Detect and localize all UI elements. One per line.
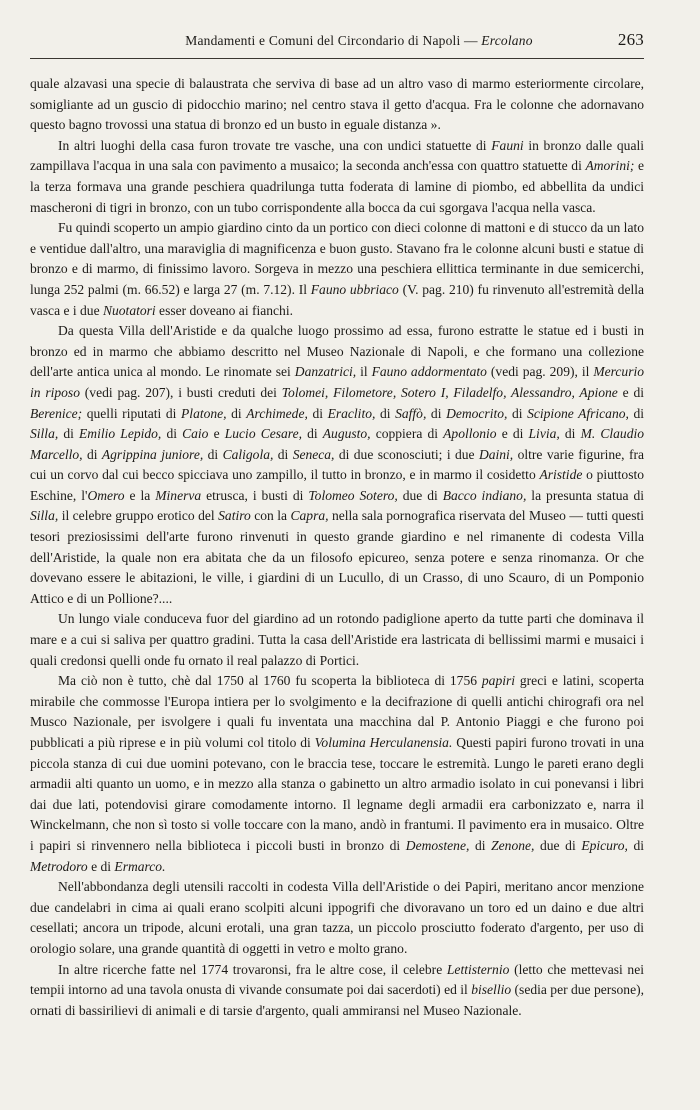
- text-run: (letto che mettevasi nei tempii intorno ad una tavola onusta di vivande consumate poi dai sacerdoti) ed il: [30, 961, 644, 998]
- italic-text: Silla,: [30, 426, 59, 442]
- text-run: esser doveano ai fianchi.: [155, 302, 293, 318]
- paragraph: [30, 321, 644, 609]
- italic-text: Tolomei, Filometore, Sotero I, Filadelfo, Alessandro, Apione: [281, 384, 618, 400]
- italic-text: Apollonio: [443, 426, 497, 442]
- text-run: Da questa Villa dell'Aristide e da qualche luogo prossimo ad essa, furono estratte le statue ed i busti in bronzo ed in marmo che abbiamo descritto nel Museo Nazionale di Napoli, e che formano una collezione dell'arte antica unica al mondo. Le rinomate sei: [30, 323, 644, 380]
- text-run: o piuttosto Eschine, l': [30, 467, 645, 503]
- text-run: di: [58, 426, 80, 442]
- text-run: due di: [397, 487, 443, 503]
- italic-text: Minerva: [155, 487, 202, 503]
- italic-text: Eraclito,: [327, 405, 376, 421]
- text-run: quale alzavasi una specie di balaustrata che serviva di base ad un altro vaso di marmo esteriormente circolare, somigliante ad un guscio di pidocchio marino; nel centro stava il getto d'acqua. Fra le colonne che adornavano questo bagno trovossi una statua di bronzo ed un busto in eguale distanza ».: [30, 76, 644, 133]
- text-run: greci e latini, scoperta mirabile che commosse l'Europa intiera per lo svolgimento e la decifrazione di quelli antichi chirografi ora nel Musco Nazionale, per isvolgere i quali fu inventata una macchina dal P. Antonio Piaggi e che furono poi pubblicati a più riprese e in più volumi col titolo di: [30, 673, 645, 750]
- text-run: e di: [617, 384, 644, 400]
- text-run: di: [203, 446, 223, 462]
- italic-text: Bacco indiano,: [442, 487, 527, 503]
- text-run: di: [226, 405, 247, 421]
- italic-text: Zenone,: [491, 837, 535, 853]
- text-run: di: [559, 426, 581, 442]
- text-run: di: [426, 405, 447, 421]
- italic-text: Nuotatori: [102, 302, 156, 318]
- italic-text: Fauni: [491, 137, 524, 153]
- text-run: quelli riputati di: [82, 405, 182, 421]
- text-run: (sedia per due persone), ornati di bassirilievi di animali e di tarsie d'argento, quali ammiransi nel Museo Nazionale.: [30, 982, 644, 1018]
- text-run: di: [507, 405, 528, 421]
- paragraph: [30, 960, 644, 1022]
- text-run: di: [628, 405, 645, 421]
- text-run: di: [161, 426, 183, 442]
- paragraph: [30, 218, 644, 321]
- text-run: il: [356, 364, 372, 380]
- italic-text: Volumina Herculanensia.: [314, 735, 453, 750]
- text-run: di: [307, 405, 328, 421]
- paragraph: [30, 609, 644, 671]
- paragraph: [30, 671, 644, 877]
- text-run: (vedi pag. 209), il: [486, 364, 594, 380]
- text-run: Questi papiri furono trovati in una piccola stanza di cui due uomini potevano, con le braccia tese, toccare le estremità. Lungo le pareti erano degli armadii alti quanto un uomo, e in mezzo alla stanza o gabinetto un altro armadio isolato in cui ponevansi i libri dai due lati, potendovisi girare comodamente intorno. Il legname degli armadii era carbonizzato e, narra il Winckelmann, che non sì tosto si volle toccare con la mano, andò in frantumi. Il pavimento era in musaico. Oltre i papiri si rinvennero nella biblioteca i piccoli busti in bronzo di: [30, 735, 644, 853]
- italic-text: Ermarco.: [114, 858, 166, 874]
- italic-text: Lettisternio: [446, 961, 510, 977]
- italic-text: Lucio Cesare,: [224, 426, 302, 442]
- running-title-text: Mandamenti e Comuni del Circondario di Napoli —: [185, 33, 482, 48]
- text-run: di: [301, 426, 323, 442]
- text-run: (V. pag. 210) fu rinvenuto all'estremità della vasca e i due: [30, 281, 645, 318]
- italic-text: Augusto,: [322, 426, 371, 442]
- text-run: coppiera di: [370, 426, 444, 442]
- body-text: [30, 74, 644, 1021]
- italic-text: Tolomeo Sotero,: [308, 487, 398, 503]
- italic-text: Capra,: [290, 508, 329, 524]
- text-run: di: [273, 446, 293, 462]
- text-run: di: [82, 446, 102, 462]
- italic-text: Caio: [182, 426, 209, 442]
- italic-text: Omero: [87, 487, 125, 503]
- italic-text: Fauno addormentato: [371, 364, 487, 380]
- text-run: con la: [250, 508, 291, 524]
- text-run: oltre varie figurine, fra cui un corvo dal cui becco spicciava uno zampillo, il tutto in bronzo, e in marmo il cosidetto: [30, 446, 644, 483]
- text-run: il celebre gruppo erotico del: [58, 508, 219, 524]
- page-number: 263: [617, 30, 644, 49]
- text-run: e: [208, 426, 225, 442]
- text-run: di: [627, 837, 645, 853]
- running-title-place: Ercolano: [481, 33, 533, 48]
- text-run: di due sconosciuti; i due: [334, 446, 479, 462]
- italic-text: Aristide: [539, 467, 583, 483]
- italic-text: Danzatrici,: [294, 364, 357, 380]
- italic-text: Mercurio in riposo: [30, 364, 645, 400]
- italic-text: Emilio Lepido,: [79, 426, 162, 442]
- italic-text: papiri: [481, 673, 516, 689]
- italic-text: Amorini;: [585, 158, 635, 174]
- italic-text: Demostene,: [405, 837, 470, 853]
- text-run: In altri luoghi della casa furon trovate tre vasche, una con undici statuette di: [58, 137, 492, 153]
- text-run: (vedi pag. 207), i busti creduti dei: [79, 384, 282, 400]
- paragraph: [30, 74, 644, 136]
- italic-text: bisellio: [471, 982, 512, 998]
- italic-text: Daini,: [478, 446, 514, 462]
- italic-text: Agrippina juniore,: [101, 446, 204, 462]
- text-run: di: [375, 405, 396, 421]
- text-run: due di: [534, 837, 582, 853]
- text-run: Un lungo viale conduceva fuor del giardino ad un rotondo padiglione aperto da tutte parti che dominava il mare e a cui si saliva per quattro gradini. Tutta la casa dell'Aristide era lastricata di bellissimi marmi e musaici i quali credonsi quelli onde fu ornato il real palazzo di Portici.: [30, 611, 644, 668]
- italic-text: Archimede,: [246, 405, 308, 421]
- text-run: Fu quindi scoperto un ampio giardino cinto da un portico con dieci colonne di mattoni e di stucco da un lato e ventidue dall'altro, una maraviglia di magnificenza e buon gusto. Stavano fra le colonne alcuni busti e statue di bronzo e di marmo, di finissimo lavoro. Sorgeva in mezzo una peschiera ellittica terminante in due semicerchi, lunga 252 palmi (m. 66.52) e larga 27 (m. 7.12). Il: [30, 220, 644, 297]
- italic-text: Caligola,: [222, 446, 274, 462]
- running-title: [30, 33, 618, 49]
- paragraph: [30, 136, 644, 218]
- text-run: e la terza formava una grande peschiera quadrilunga tutta foderata di lamine di piombo, ed abbellita da undici mascheroni di tigri in bronzo, con un tubo corrispondente alla bocca da cui sgorgava l'acqua nella vasca.: [30, 158, 645, 215]
- italic-text: Democrito,: [446, 405, 508, 421]
- text-run: e la: [124, 487, 156, 503]
- italic-text: Fauno ubbriaco: [310, 281, 399, 297]
- italic-text: Livia,: [528, 426, 560, 442]
- text-run: etrusca, i busti di: [201, 487, 309, 503]
- italic-text: Saffò,: [395, 405, 427, 421]
- text-run: nella sala pornografica riservata del Museo — tutti questi tesori preziosissimi dell'arte furono rinvenuti in questo grande giardino e nel rimanente di codesta Villa dell'Aristide, la quale non era abitata che da un filosofo epicureo, senza potere e senza rinomanza. Or che dovevano essere le abitazioni, le ville, i giardini di un Lucullo, di un Crasso, di uno Scauro, di un Pomponio Attico e di un Pollione?....: [30, 508, 644, 606]
- running-header: [30, 30, 644, 52]
- text-run: e di: [87, 858, 115, 874]
- italic-text: Metrodoro: [30, 858, 88, 874]
- header-rule: [30, 58, 644, 59]
- italic-text: Epicuro,: [581, 837, 628, 853]
- italic-text: Silla,: [30, 508, 59, 524]
- italic-text: M. Claudio Marcello,: [30, 426, 645, 462]
- text-run: Ma ciò non è tutto, chè dal 1750 al 1760 fu scoperta la biblioteca di 1756: [58, 673, 482, 689]
- paragraph: [30, 877, 644, 959]
- text-run: in bronzo dalle quali zampillava l'acqua in una sala con pavimento a musaico; la seconda anch'essa con quattro statuette di: [30, 137, 644, 174]
- text-run: e di: [496, 426, 529, 442]
- text-run: di: [469, 837, 492, 853]
- italic-text: Berenice;: [30, 405, 83, 421]
- italic-text: Satiro: [218, 508, 251, 524]
- text-run: Nell'abbondanza degli utensili raccolti in codesta Villa dell'Aristide o dei Papiri, meritano ancor menzione due candelabri in cima ai quali erano scolpiti alcuni ippogrifi che divoravano un toro ed un daino e due altri cesellati; ancora un tripode, alcuni erotali, una gran tazza, un piccolo prosciutto foderato d'argento, per uso di orologio solare, una grande quantità di oggetti in vetro e molto grano.: [30, 879, 644, 956]
- italic-text: Seneca,: [292, 446, 335, 462]
- italic-text: Platone,: [181, 405, 227, 421]
- italic-text: Scipione Africano,: [527, 405, 629, 421]
- text-run: In altre ricerche fatte nel 1774 trovaronsi, fra le altre cose, il celebre: [58, 961, 447, 977]
- text-run: la presunta statua di: [526, 487, 644, 503]
